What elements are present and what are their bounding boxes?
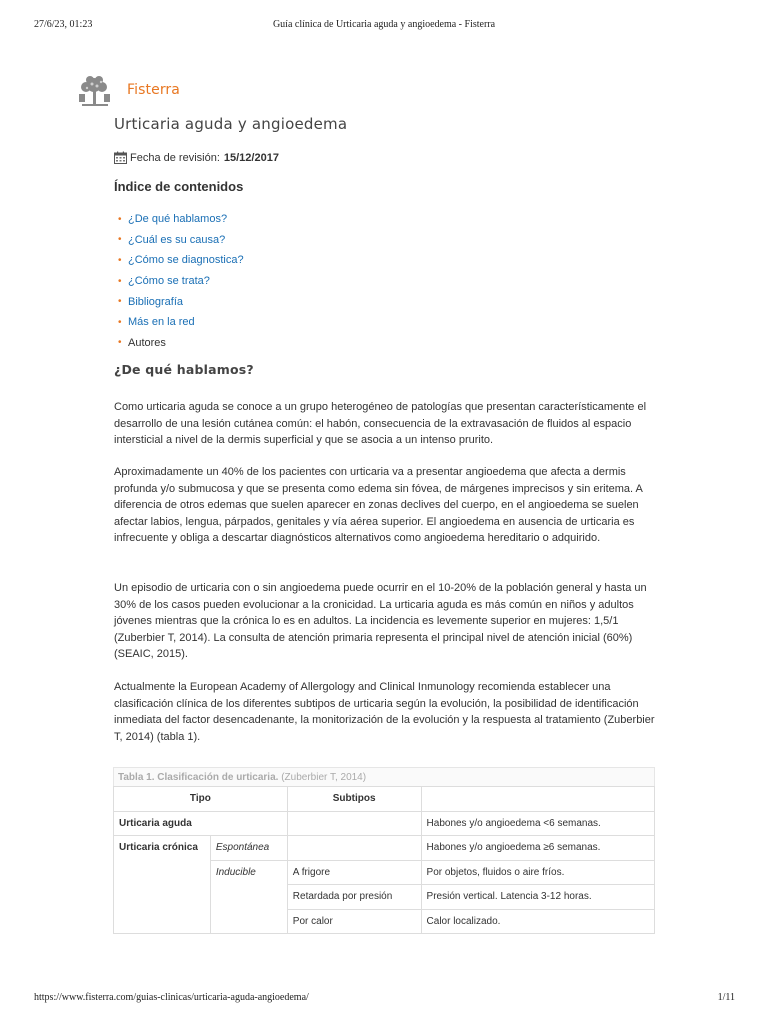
table (113, 786, 655, 934)
table-row (114, 811, 655, 836)
table-caption-ref: (Zuberbier T, 2014) (281, 772, 367, 783)
print-date: 27/6/23, 01:23 (34, 19, 93, 30)
bullet-icon: • (118, 254, 122, 266)
table-caption (113, 767, 655, 786)
table-cell: Habones y/o angioedema <6 semanas. (421, 811, 654, 836)
bullet-icon: • (118, 275, 122, 287)
section-title: ¿De qué hablamos? (114, 362, 254, 377)
table-cell: Urticaria aguda (114, 811, 288, 836)
page-title: Urticaria aguda y angioedema (114, 115, 348, 133)
paragraph: Un episodio de urticaria con o sin angioedema puede ocurrir en el 10-20% de la población general y hasta un 30% de los casos pueden evolucionar a la cronicidad. La urticaria aguda es más común en niños y adultos jóvenes mientras que la crónica lo es en adultos. La incidencia es levemente superior en mujeres: 1,5/1 (Zuberbier T, 2014). La consulta de atención primaria representa el principal nivel de atención inicial (60%) (SEAIC, 2015). (114, 582, 647, 661)
toc-link-diagnostica[interactable]: ¿Cómo se diagnostica? (128, 254, 244, 267)
table-cell (287, 811, 421, 836)
print-url: https://www.fisterra.com/guias-clinicas/urticaria-aguda-angioedema/ (34, 992, 309, 1003)
table-cell: Calor localizado. (421, 909, 654, 934)
table-header-tipo: Tipo (114, 787, 288, 812)
toc-item[interactable] (118, 209, 244, 230)
table-cell: Habones y/o angioedema ≥6 semanas. (421, 836, 654, 861)
paragraph: Como urticaria aguda se conoce a un grupo heterogéneo de patologías que presentan característicamente el desarrollo de una lesión cutánea común: el habón, consecuencia de la extravasación de fluidos al espacio intersticial a nivel de la dermis superficial y que se asocia a un intenso prurito. (114, 401, 647, 447)
toc-title: Índice de contenidos (114, 179, 244, 194)
revision-date-line (114, 151, 279, 164)
table-row (114, 836, 655, 861)
toc-link-mas-en-la-red[interactable]: Más en la red (128, 316, 195, 329)
print-title: Guía clínica de Urticaria aguda y angioedema - Fisterra (272, 19, 496, 30)
bullet-icon: • (118, 213, 122, 225)
table-header-subtipos: Subtipos (287, 787, 421, 812)
bullet-icon: • (118, 234, 122, 246)
calendar-icon (114, 151, 127, 164)
brand-name[interactable]: Fisterra (127, 82, 180, 98)
toc-item[interactable] (118, 271, 244, 292)
print-footer (0, 992, 768, 1006)
table-header-row (114, 787, 655, 812)
toc-item (118, 333, 244, 354)
table-cell: Por objetos, fluidos o aire fríos. (421, 860, 654, 885)
paragraph: Actualmente la European Academy of Allergology and Clinical Inmunology recomienda establecer una clasificación clínica de los diferentes subtipos de urticaria según la evolución, la posibilidad de identificación inmediata del factor desencadenante, la monitorización de la evolución y la respuesta al tratamiento (Zuberbier T, 2014) (tabla 1). (114, 681, 655, 743)
paragraph: Aproximadamente un 40% de los pacientes con urticaria va a presentar angioedema que afecta a dermis profunda y/o submucosa y que se presenta como edema sin fóvea, de márgenes imprecisos y sin eritema. A diferencia de otros edemas que suelen aparecer en zonas declives del cuerpo, en el angioedema se suelen afectar labios, lengua, párpados, genitales y vía aérea superior. El angioedema en ausencia de urticaria es infrecuente y obliga a descartar diagnósticos alternativos como angioedema hereditario o adquirido. (114, 466, 643, 545)
toc-link-bibliografia[interactable]: Bibliografía (128, 295, 184, 308)
table-cell: A frigore (287, 860, 421, 885)
table-cell: Inducible (210, 860, 287, 934)
toc-item-autores: Autores (128, 336, 166, 349)
elsevier-tree-logo-icon[interactable] (76, 76, 114, 108)
table-cell (287, 836, 421, 861)
table-cell: Espontánea (210, 836, 287, 861)
revision-date: 15/12/2017 (223, 151, 279, 164)
table-cell: Retardada por presión (287, 885, 421, 910)
toc-link-causa[interactable]: ¿Cuál es su causa? (128, 233, 226, 246)
print-header (0, 19, 768, 33)
page-number: 1/11 (717, 992, 735, 1003)
toc-item[interactable] (118, 250, 244, 271)
table-cell: Urticaria crónica (114, 836, 211, 934)
table-header-desc (421, 787, 654, 812)
bullet-icon: • (118, 316, 122, 328)
table-cell: Presión vertical. Latencia 3-12 horas. (421, 885, 654, 910)
toc-item[interactable] (118, 312, 244, 333)
toc-item[interactable] (118, 291, 244, 312)
revision-label: Fecha de revisión: (130, 151, 220, 164)
toc-link-de-que-hablamos[interactable]: ¿De qué hablamos? (128, 213, 228, 226)
table-cell: Por calor (287, 909, 421, 934)
classification-table (113, 767, 655, 934)
bullet-icon: • (118, 337, 122, 349)
bullet-icon: • (118, 296, 122, 308)
table-caption-title: Tabla 1. Clasificación de urticaria. (118, 772, 279, 783)
toc-item[interactable] (118, 230, 244, 251)
table-of-contents (118, 209, 244, 353)
toc-link-trata[interactable]: ¿Cómo se trata? (128, 275, 210, 288)
